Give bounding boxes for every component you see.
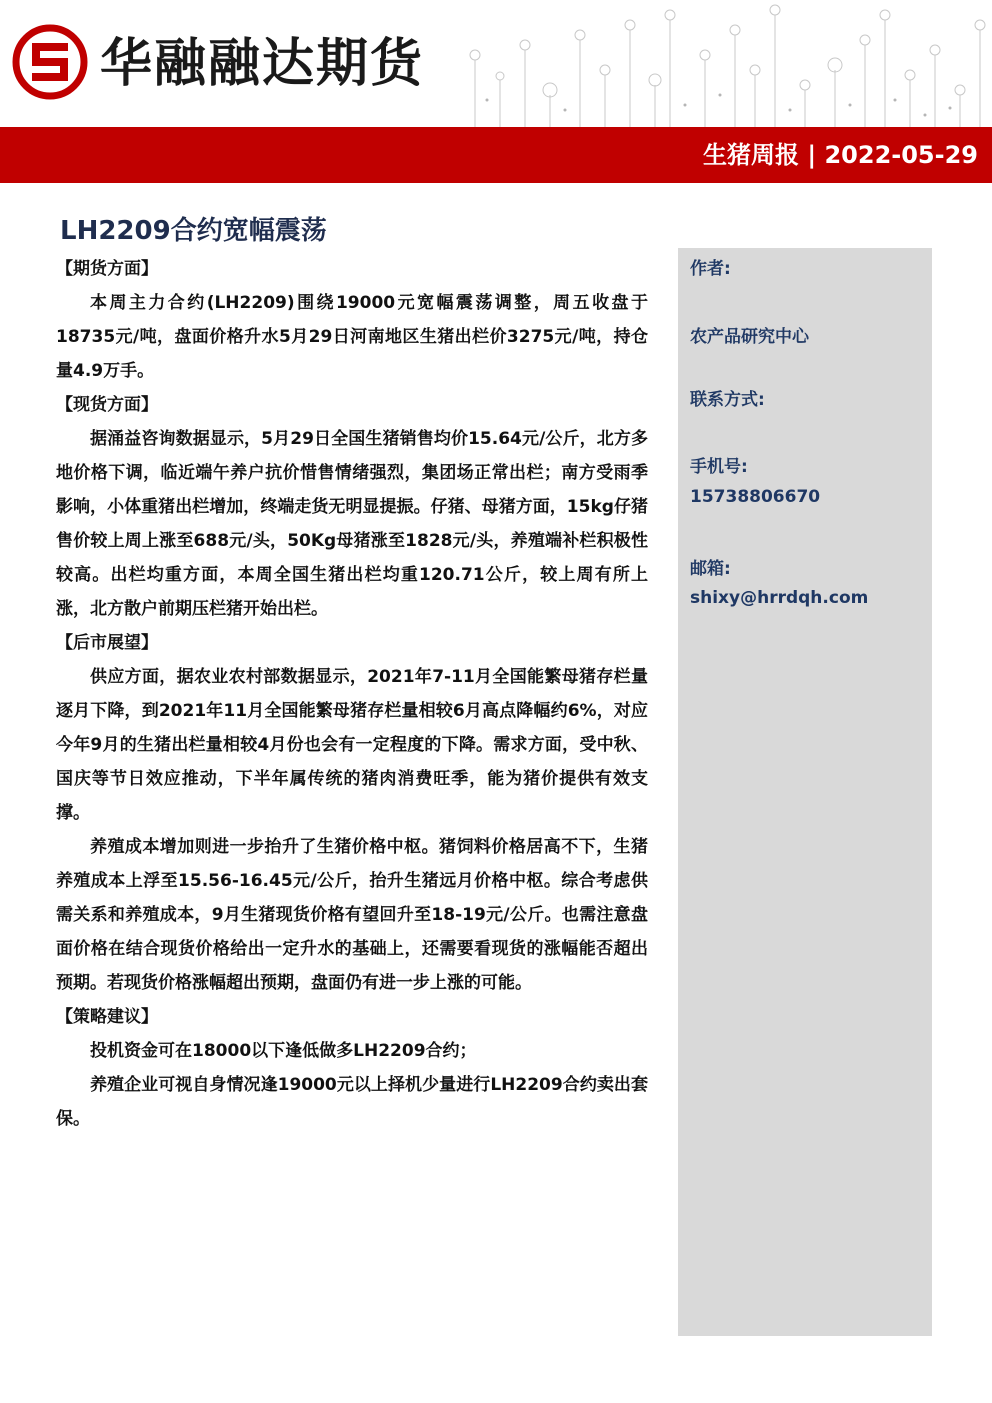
company-logo-icon xyxy=(12,24,88,100)
report-body xyxy=(56,252,648,1136)
contact-label: 联系方式: xyxy=(690,390,765,410)
decorative-circuit-pattern xyxy=(455,0,992,130)
section-paragraph: 据涌益咨询数据显示，5月29日全国生猪销售均价15.64元/公斤，北方多地价格下调，临近端午养户抗价惜售情绪强烈，集团场正常出栏；南方受雨季影响，小体重猪出栏增加，终端走货无明显提振。仔猪、母猪方面，15kg仔猪售价较上周上涨至688元/头，50Kg母猪涨至1828元/头，养殖端补栏积极性较高。出栏均重方面，本周全国生猪出栏均重120.71公斤，较上周有所上涨，北方散户前期压栏猪开始出栏。 xyxy=(56,429,648,619)
company-name: 华融融达期货 xyxy=(100,34,425,94)
email-value[interactable]: shixy@hrrdqh.com xyxy=(690,588,869,608)
section-heading: 【后市展望】 xyxy=(56,633,158,653)
section-paragraph: 养殖企业可视自身情况逢19000元以上择机少量进行LH2209合约卖出套保。 xyxy=(56,1075,648,1129)
section-spot xyxy=(56,388,648,626)
report-title: LH2209合约宽幅震荡 xyxy=(60,216,327,246)
email-label: 邮箱: xyxy=(690,559,731,579)
section-outlook xyxy=(56,626,648,1000)
section-paragraph: 养殖成本增加则进一步抬升了生猪价格中枢。猪饲料价格居高不下，生猪养殖成本上浮至15.56-16.45元/公斤，抬升生猪远月价格中枢。综合考虑供需关系和养殖成本，9月生猪现货价格有望回升至18-19元/公斤。也需注意盘面价格在结合现货价格给出一定升水的基础上，还需要看现货的涨幅能否超出预期。若现货价格涨幅超出预期，盘面仍有进一步上涨的可能。 xyxy=(56,837,648,993)
section-strategy xyxy=(56,1000,648,1136)
author-sidebar xyxy=(678,248,932,1336)
section-heading: 【策略建议】 xyxy=(56,1007,158,1027)
report-header xyxy=(0,0,992,185)
header-red-band xyxy=(0,127,992,183)
section-paragraph: 供应方面，据农业农村部数据显示，2021年7-11月全国能繁母猪存栏量逐月下降，到2021年11月全国能繁母猪存栏量相较6月高点降幅约6%，对应今年9月的生猪出栏量相较4月份也会有一定程度的下降。需求方面，受中秋、国庆等节日效应推动，下半年属传统的猪肉消费旺季，能为猪价提供有效支撑。 xyxy=(56,667,648,823)
section-futures xyxy=(56,252,648,388)
phone-label: 手机号: xyxy=(690,457,748,477)
report-type-date: 生猪周报 | 2022-05-29 xyxy=(703,141,978,169)
author-label: 作者: xyxy=(690,259,731,279)
author-value: 农产品研究中心 xyxy=(690,327,809,347)
section-paragraph: 投机资金可在18000以下逢低做多LH2209合约； xyxy=(90,1041,477,1061)
phone-value: 15738806670 xyxy=(690,487,821,507)
section-heading: 【现货方面】 xyxy=(56,395,158,415)
section-paragraph: 本周主力合约(LH2209)围绕19000元宽幅震荡调整，周五收盘于18735元/吨，盘面价格升水5月29日河南地区生猪出栏价3275元/吨，持仓量4.9万手。 xyxy=(56,293,648,381)
section-heading: 【期货方面】 xyxy=(56,259,158,279)
